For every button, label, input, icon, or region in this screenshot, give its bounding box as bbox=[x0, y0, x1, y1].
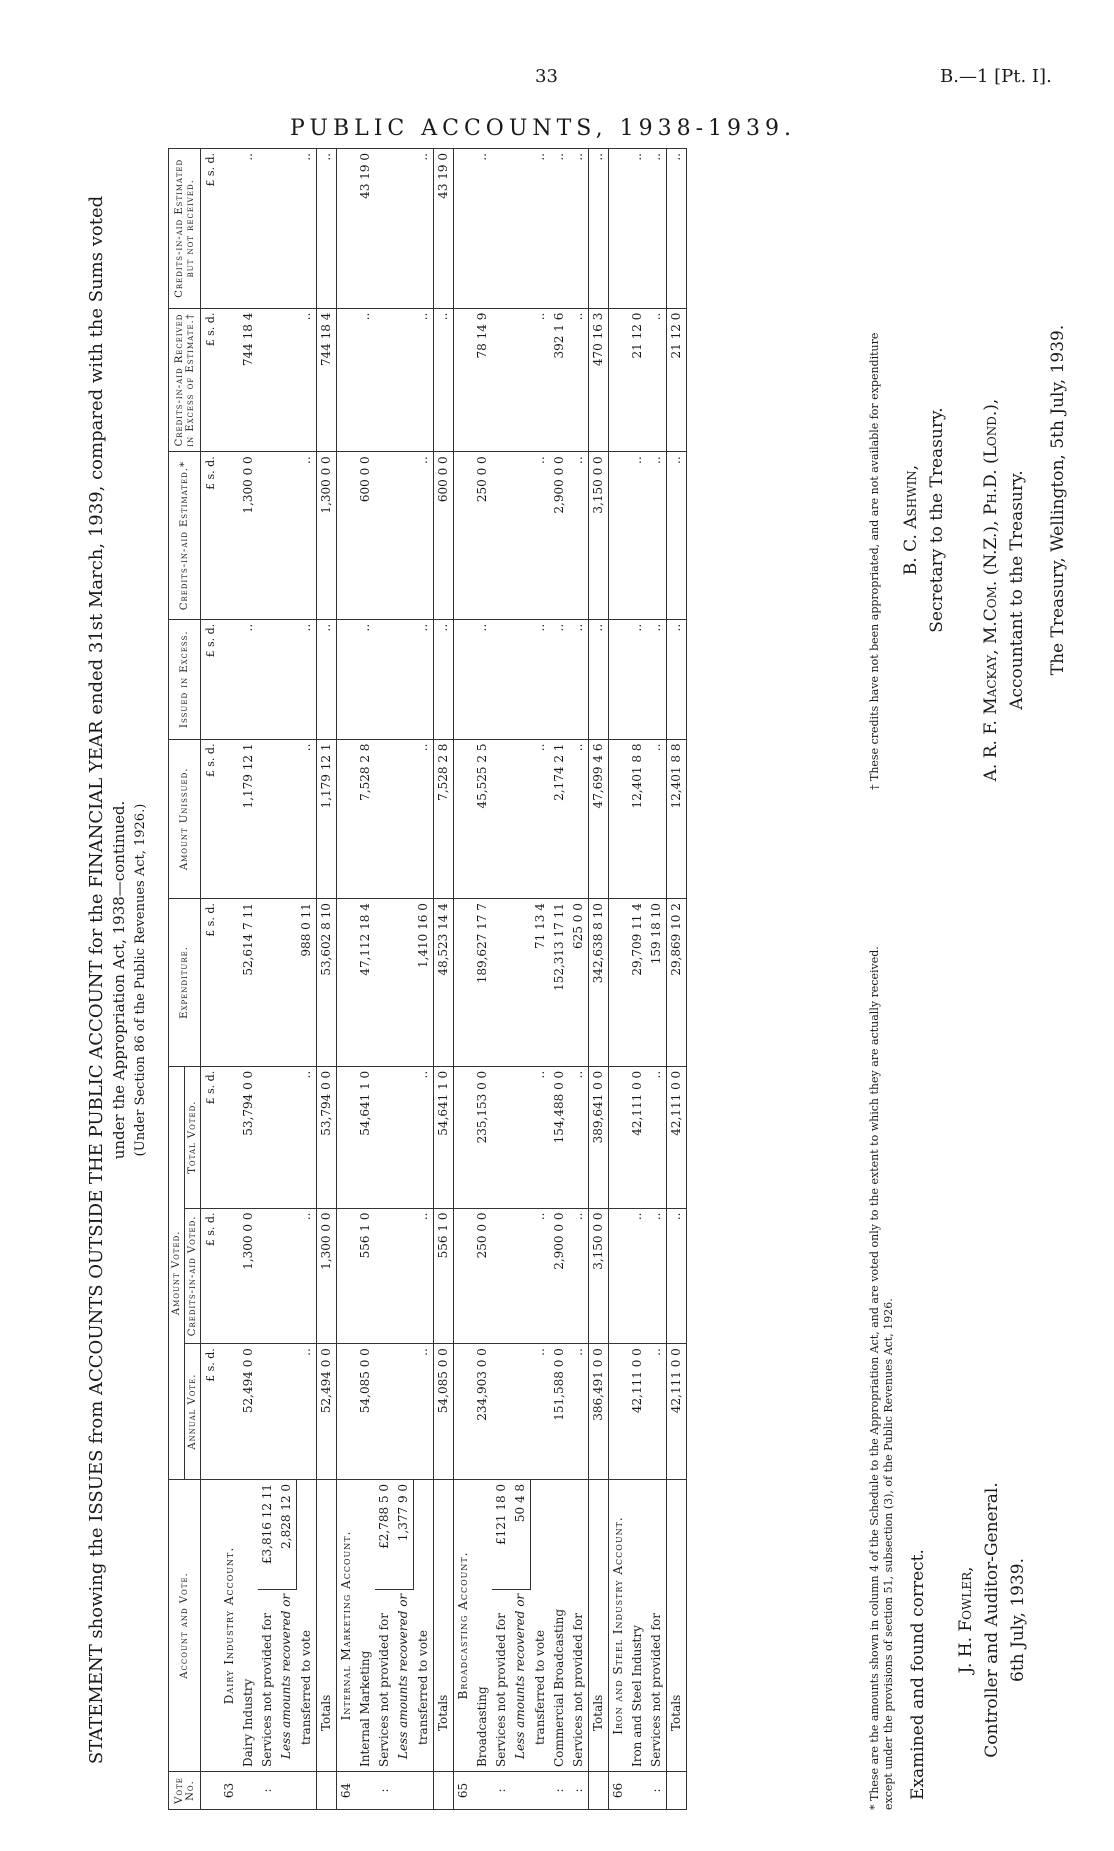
expenditure-cell: 29,709 11 4 bbox=[628, 899, 647, 1067]
annual-vote-cell: .. bbox=[647, 1344, 667, 1480]
col-cia-received-excess: Credits-in-aid Received in Excess of Estimate.† bbox=[169, 308, 201, 452]
cia-voted-cell: .. bbox=[569, 1208, 589, 1344]
examined-note: Examined and found correct. bbox=[908, 1549, 928, 1800]
account-heading: Internal Marketing Account. bbox=[337, 1479, 357, 1771]
vote-cell: : bbox=[492, 1772, 511, 1810]
excess-cell: .. bbox=[434, 619, 454, 739]
cia-not-received-cell: 43 19 0 bbox=[356, 149, 375, 309]
unissued-cell: 45,525 2 5 bbox=[473, 739, 492, 899]
col-account: Account and Vote. bbox=[169, 1479, 201, 1771]
cia-estimated-cell: .. bbox=[297, 452, 317, 620]
annual-vote-cell: 151,588 0 0 bbox=[550, 1344, 569, 1480]
total-voted-cell: .. bbox=[531, 1066, 551, 1208]
footnote-star-line1: * These are the amounts shown in column 4 of the Schedule to the Appropriation Act, and are voted only to the extent to which they are actually received. bbox=[868, 946, 881, 1810]
expenditure-cell: 29,869 10 2 bbox=[667, 899, 687, 1067]
total-voted-cell: .. bbox=[414, 1066, 434, 1208]
unit-label: £ s. d. bbox=[201, 149, 221, 309]
cia-voted-cell: .. bbox=[414, 1208, 434, 1344]
row-desc: Services not provided for bbox=[647, 1479, 667, 1771]
expenditure-cell: 53,602 8 10 bbox=[317, 899, 337, 1067]
unissued-cell: 47,699 4 6 bbox=[589, 739, 609, 899]
signature-title: Secretary to the Treasury. bbox=[927, 407, 947, 633]
table-row bbox=[414, 149, 434, 1810]
unit-label: £ s. d. bbox=[201, 1208, 221, 1344]
cia-voted-cell: .. bbox=[628, 1208, 647, 1344]
cia-estimated-cell: 600 0 0 bbox=[356, 452, 375, 620]
excess-cell: .. bbox=[628, 619, 647, 739]
expenditure-cell: 625 0 0 bbox=[569, 899, 589, 1067]
table-row bbox=[628, 149, 647, 1810]
col-excess: Issued in Excess. bbox=[169, 619, 201, 739]
row-desc: transferred to vote bbox=[297, 1479, 317, 1771]
table-row bbox=[511, 149, 531, 1810]
cia-voted-cell: 250 0 0 bbox=[473, 1208, 492, 1344]
excess-cell: .. bbox=[667, 619, 687, 739]
expenditure-cell: 159 18 10 bbox=[647, 899, 667, 1067]
footnote-star bbox=[868, 810, 896, 1810]
unit-label: £ s. d. bbox=[201, 739, 221, 899]
unissued-cell: .. bbox=[297, 739, 317, 899]
cia-excess-cell: .. bbox=[297, 308, 317, 452]
signature-title: Accountant to the Treasury. bbox=[1007, 470, 1027, 710]
sub-amount: £121 18 0 bbox=[492, 1479, 511, 1589]
annual-vote-cell: 54,085 0 0 bbox=[356, 1344, 375, 1480]
cia-estimated-cell: 250 0 0 bbox=[473, 452, 492, 620]
cia-not-received-cell: .. bbox=[317, 149, 337, 309]
totals-label: Totals bbox=[434, 1479, 454, 1771]
total-voted-cell: 42,111 0 0 bbox=[667, 1066, 687, 1208]
annual-vote-cell: 54,085 0 0 bbox=[434, 1344, 454, 1480]
row-desc: Internal Marketing bbox=[356, 1479, 375, 1771]
cia-voted-cell: 3,150 0 0 bbox=[589, 1208, 609, 1344]
unit-label: £ s. d. bbox=[201, 619, 221, 739]
totals-label: Totals bbox=[317, 1479, 337, 1771]
cia-excess-cell: 470 16 3 bbox=[589, 308, 609, 452]
cia-excess-cell: .. bbox=[531, 308, 551, 452]
sub-amount: 2,828 12 0 bbox=[277, 1479, 297, 1589]
row-desc: transferred to vote bbox=[414, 1479, 434, 1771]
cia-estimated-cell: 2,900 0 0 bbox=[550, 452, 569, 620]
row-desc: Commercial Broadcasting bbox=[550, 1479, 569, 1771]
unissued-cell: .. bbox=[414, 739, 434, 899]
cia-excess-cell: 392 1 6 bbox=[550, 308, 569, 452]
excess-cell: .. bbox=[414, 619, 434, 739]
unissued-cell: 12,401 8 8 bbox=[628, 739, 647, 899]
cia-estimated-cell: 3,150 0 0 bbox=[589, 452, 609, 620]
annual-vote-cell: 52,494 0 0 bbox=[239, 1344, 258, 1480]
vote-cell: : bbox=[647, 1772, 667, 1810]
sub-amount: 1,377 9 0 bbox=[394, 1479, 414, 1589]
signature-secretary bbox=[898, 270, 950, 770]
excess-cell: .. bbox=[569, 619, 589, 739]
signature-name: B. C. Ashwin, bbox=[901, 464, 921, 576]
table-row bbox=[220, 149, 239, 1810]
row-desc: transferred to vote bbox=[531, 1479, 551, 1771]
sub-amount: 50 4 8 bbox=[511, 1479, 531, 1589]
account-heading: Broadcasting Account. bbox=[454, 1479, 474, 1771]
statement-table bbox=[168, 148, 687, 1810]
vote-cell bbox=[239, 1772, 258, 1810]
cia-estimated-cell: .. bbox=[647, 452, 667, 620]
row-desc: Iron and Steel Industry bbox=[628, 1479, 647, 1771]
row-desc: Less amounts recovered or bbox=[277, 1589, 297, 1771]
col-vote-no: Vote No. bbox=[169, 1772, 201, 1810]
col-total-voted: Total Voted. bbox=[185, 1066, 201, 1208]
cia-not-received-cell: .. bbox=[414, 149, 434, 309]
table-row bbox=[239, 149, 258, 1810]
row-desc: Services not provided for bbox=[569, 1479, 589, 1771]
cia-voted-cell: 1,300 0 0 bbox=[317, 1208, 337, 1344]
annual-vote-cell: 42,111 0 0 bbox=[667, 1344, 687, 1480]
annual-vote-cell: .. bbox=[569, 1344, 589, 1480]
unissued-cell: 2,174 2 1 bbox=[550, 739, 569, 899]
cia-estimated-cell: .. bbox=[667, 452, 687, 620]
footnote-star-line2: except under the provisions of section 51, subsection (3), of the Public Revenues Act, 1926. bbox=[882, 1298, 895, 1810]
table-row bbox=[375, 149, 394, 1810]
cia-voted-cell: 556 1 0 bbox=[434, 1208, 454, 1344]
table-row bbox=[609, 149, 629, 1810]
cia-estimated-cell: .. bbox=[628, 452, 647, 620]
excess-cell: .. bbox=[647, 619, 667, 739]
signature-accountant bbox=[978, 240, 1030, 940]
cia-voted-cell: .. bbox=[667, 1208, 687, 1344]
col-cia-estimated: Credits-in-aid Estimated.* bbox=[169, 452, 201, 620]
unissued-cell: 1,179 12 1 bbox=[317, 739, 337, 899]
cia-excess-cell: 21 12 0 bbox=[628, 308, 647, 452]
table-row bbox=[277, 149, 297, 1810]
cia-voted-cell: 1,300 0 0 bbox=[239, 1208, 258, 1344]
excess-cell: .. bbox=[473, 619, 492, 739]
unit-label: £ s. d. bbox=[201, 308, 221, 452]
expenditure-cell: 52,614 7 11 bbox=[239, 899, 258, 1067]
sub-amount: £2,788 5 0 bbox=[375, 1479, 394, 1589]
total-voted-cell: .. bbox=[647, 1066, 667, 1208]
totals-row bbox=[667, 149, 687, 1810]
expenditure-cell: 988 0 11 bbox=[297, 899, 317, 1067]
table-row bbox=[337, 149, 357, 1810]
cia-excess-cell: 78 14 9 bbox=[473, 308, 492, 452]
row-desc: Less amounts recovered or bbox=[394, 1589, 414, 1771]
excess-cell: .. bbox=[589, 619, 609, 739]
table-row bbox=[550, 149, 569, 1810]
cia-estimated-cell: 600 0 0 bbox=[434, 452, 454, 620]
total-voted-cell: 389,641 0 0 bbox=[589, 1066, 609, 1208]
total-voted-cell: 54,641 1 0 bbox=[356, 1066, 375, 1208]
total-voted-cell: .. bbox=[297, 1066, 317, 1208]
rotated-statement bbox=[78, 120, 1114, 1840]
total-voted-cell: 53,794 0 0 bbox=[317, 1066, 337, 1208]
vote-cell: : bbox=[375, 1772, 394, 1810]
annual-vote-cell: 386,491 0 0 bbox=[589, 1344, 609, 1480]
expenditure-cell: 47,112 18 4 bbox=[356, 899, 375, 1067]
total-voted-cell: 54,641 1 0 bbox=[434, 1066, 454, 1208]
cia-voted-cell: 2,900 0 0 bbox=[550, 1208, 569, 1344]
cia-not-received-cell: .. bbox=[297, 149, 317, 309]
table-row bbox=[258, 149, 277, 1810]
unissued-cell: .. bbox=[531, 739, 551, 899]
col-annual-vote: Annual Vote. bbox=[185, 1344, 201, 1480]
excess-cell: .. bbox=[531, 619, 551, 739]
cia-excess-cell: 744 18 4 bbox=[239, 308, 258, 452]
cia-estimated-cell: .. bbox=[569, 452, 589, 620]
excess-cell: .. bbox=[356, 619, 375, 739]
annual-vote-cell: .. bbox=[297, 1344, 317, 1480]
total-voted-cell: .. bbox=[569, 1066, 589, 1208]
unissued-cell: 7,528 2 8 bbox=[434, 739, 454, 899]
table-row bbox=[394, 149, 414, 1810]
footnote-dagger: † These credits have not been appropriated, and are not available for expenditure bbox=[868, 332, 881, 790]
cia-excess-cell: .. bbox=[356, 308, 375, 452]
vote-number: 65 bbox=[454, 1772, 474, 1810]
annual-vote-cell: .. bbox=[531, 1344, 551, 1480]
annual-vote-cell: 52,494 0 0 bbox=[317, 1344, 337, 1480]
cia-not-received-cell: .. bbox=[589, 149, 609, 309]
table-row bbox=[569, 149, 589, 1810]
table-row bbox=[297, 149, 317, 1810]
col-unissued: Amount Unissued. bbox=[169, 739, 201, 899]
totals-label: Totals bbox=[667, 1479, 687, 1771]
table-row bbox=[647, 149, 667, 1810]
total-voted-cell: 154,488 0 0 bbox=[550, 1066, 569, 1208]
sub-amount: £3,816 12 11 bbox=[258, 1479, 277, 1589]
table-row bbox=[531, 149, 551, 1810]
expenditure-cell: 1,410 16 0 bbox=[414, 899, 434, 1067]
expenditure-cell: 342,638 8 10 bbox=[589, 899, 609, 1067]
unit-label: £ s. d. bbox=[201, 1066, 221, 1208]
cia-not-received-cell: .. bbox=[628, 149, 647, 309]
statement-heading bbox=[86, 150, 152, 1810]
unissued-cell: 7,528 2 8 bbox=[356, 739, 375, 899]
unit-label: £ s. d. bbox=[201, 1344, 221, 1480]
col-cia-not-received: Credits-in-aid Estimated but not received. bbox=[169, 149, 201, 309]
cia-not-received-cell: .. bbox=[667, 149, 687, 309]
cia-estimated-cell: .. bbox=[414, 452, 434, 620]
col-cia-voted: Credits-in-aid Voted. bbox=[185, 1208, 201, 1344]
total-voted-cell: 235,153 0 0 bbox=[473, 1066, 492, 1208]
signature-date: 6th July, 1939. bbox=[1008, 1557, 1028, 1683]
cia-estimated-cell: 1,300 0 0 bbox=[239, 452, 258, 620]
expenditure-cell: 71 13 4 bbox=[531, 899, 551, 1067]
table-row bbox=[201, 149, 221, 1810]
cia-excess-cell: .. bbox=[647, 308, 667, 452]
totals-row bbox=[589, 149, 609, 1810]
heading-line-2: under the Appropriation Act, 1938—continued. bbox=[110, 800, 128, 1160]
vote-cell: : bbox=[550, 1772, 569, 1810]
unit-label: £ s. d. bbox=[201, 452, 221, 620]
annual-vote-cell: 42,111 0 0 bbox=[628, 1344, 647, 1480]
heading-line-1: STATEMENT showing the ISSUES from ACCOUNTS OUTSIDE THE PUBLIC ACCOUNT for the FINANCIAL YEAR ended 31st March, 1939, compared with the Sums voted bbox=[86, 195, 107, 1765]
table-row bbox=[454, 149, 474, 1810]
signature-name: J. H. Fowler, bbox=[956, 1566, 976, 1674]
page-title: PUBLIC ACCOUNTS, 1938-1939. bbox=[290, 116, 796, 141]
vote-number: 64 bbox=[337, 1772, 357, 1810]
cia-voted-cell: .. bbox=[297, 1208, 317, 1344]
cia-not-received-cell: .. bbox=[239, 149, 258, 309]
total-voted-cell: 42,111 0 0 bbox=[628, 1066, 647, 1208]
row-desc: Services not provided for bbox=[492, 1589, 511, 1771]
totals-row bbox=[317, 149, 337, 1810]
unissued-cell: .. bbox=[569, 739, 589, 899]
cia-not-received-cell: 43 19 0 bbox=[434, 149, 454, 309]
row-desc: Dairy Industry bbox=[239, 1479, 258, 1771]
unissued-cell: .. bbox=[647, 739, 667, 899]
annual-vote-cell: 234,903 0 0 bbox=[473, 1344, 492, 1480]
cia-estimated-cell: .. bbox=[531, 452, 551, 620]
unissued-cell: 1,179 12 1 bbox=[239, 739, 258, 899]
excess-cell: .. bbox=[317, 619, 337, 739]
cia-not-received-cell: .. bbox=[647, 149, 667, 309]
account-heading: Iron and Steel Industry Account. bbox=[609, 1479, 629, 1771]
cia-excess-cell: .. bbox=[569, 308, 589, 452]
col-expenditure: Expenditure. bbox=[169, 899, 201, 1067]
table-row bbox=[473, 149, 492, 1810]
excess-cell: .. bbox=[550, 619, 569, 739]
row-desc: Broadcasting bbox=[473, 1479, 492, 1771]
cia-voted-cell: .. bbox=[647, 1208, 667, 1344]
excess-cell: .. bbox=[297, 619, 317, 739]
signature-name: A. R. F. Mackay, M.Com. (N.Z.), Ph.D. (Lond.), bbox=[981, 398, 1001, 782]
cia-excess-cell: .. bbox=[434, 308, 454, 452]
expenditure-cell: 152,313 17 11 bbox=[550, 899, 569, 1067]
heading-line-3: (Under Section 86 of the Public Revenues Act, 1926.) bbox=[133, 803, 148, 1157]
signature-title: Controller and Auditor-General. bbox=[982, 1482, 1002, 1758]
expenditure-cell: 48,523 14 4 bbox=[434, 899, 454, 1067]
cia-not-received-cell: .. bbox=[569, 149, 589, 309]
signature-auditor bbox=[953, 1440, 1031, 1800]
cia-not-received-cell: .. bbox=[531, 149, 551, 309]
cia-voted-cell: .. bbox=[531, 1208, 551, 1344]
row-desc: Less amounts recovered or bbox=[511, 1589, 531, 1771]
expenditure-cell: 189,627 17 7 bbox=[473, 899, 492, 1067]
unissued-cell: 12,401 8 8 bbox=[667, 739, 687, 899]
vote-cell: : bbox=[569, 1772, 589, 1810]
col-amount-voted: Amount Voted. bbox=[169, 1066, 185, 1479]
cia-voted-cell: 556 1 0 bbox=[356, 1208, 375, 1344]
cia-not-received-cell: .. bbox=[473, 149, 492, 309]
excess-cell: .. bbox=[239, 619, 258, 739]
table-row bbox=[492, 149, 511, 1810]
cia-excess-cell: 21 12 0 bbox=[667, 308, 687, 452]
cia-excess-cell: 744 18 4 bbox=[317, 308, 337, 452]
treasury-date: The Treasury, Wellington, 5th July, 1939. bbox=[1048, 324, 1068, 676]
row-desc: Services not provided for bbox=[375, 1589, 394, 1771]
totals-row bbox=[434, 149, 454, 1810]
page-number: 33 bbox=[535, 66, 558, 87]
cia-excess-cell: .. bbox=[414, 308, 434, 452]
account-heading: Dairy Industry Account. bbox=[220, 1479, 239, 1771]
annual-vote-cell: .. bbox=[414, 1344, 434, 1480]
cia-not-received-cell: .. bbox=[550, 149, 569, 309]
vote-cell: : bbox=[258, 1772, 277, 1810]
unit-label: £ s. d. bbox=[201, 899, 221, 1067]
row-desc: Services not provided for bbox=[258, 1589, 277, 1771]
total-voted-cell: 53,794 0 0 bbox=[239, 1066, 258, 1208]
table-row bbox=[356, 149, 375, 1810]
cia-estimated-cell: 1,300 0 0 bbox=[317, 452, 337, 620]
vote-number: 63 bbox=[220, 1772, 239, 1810]
totals-label: Totals bbox=[589, 1479, 609, 1771]
vote-number: 66 bbox=[609, 1772, 629, 1810]
page-reference: B.—1 [Pt. I]. bbox=[940, 66, 1052, 87]
